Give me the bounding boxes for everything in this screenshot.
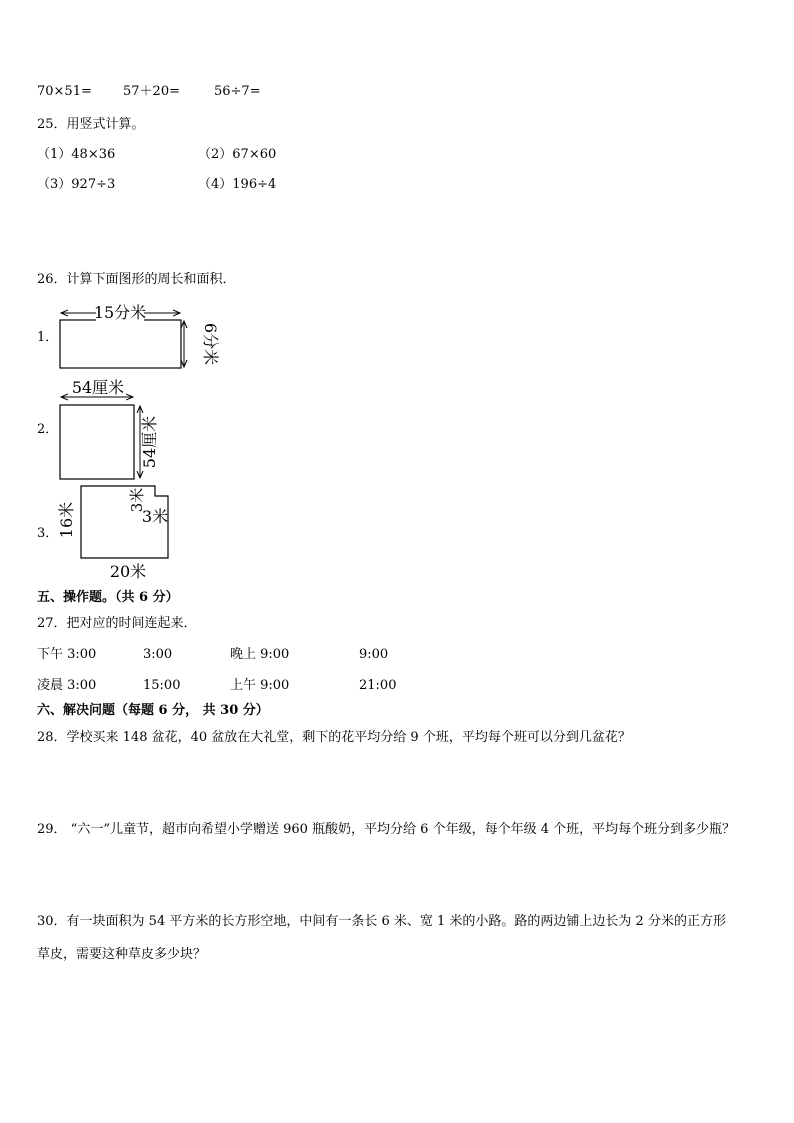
q25-title: 25．用竖式计算。 [37, 117, 145, 132]
fig2-square [60, 405, 134, 479]
section6-title: 六、解决问题（每题 6 分， 共 30 分） [37, 703, 269, 718]
q27-r1c3: 晚上 9:00 [230, 647, 290, 662]
q27-r1c1: 下午 3:00 [37, 647, 97, 662]
q25-item-1: （1）48×36 [37, 147, 116, 162]
q25-item-2: （2）67×60 [198, 147, 277, 162]
fig3-left-label: 16米 [57, 501, 76, 539]
q27-r1c4: 9:00 [359, 647, 389, 662]
q27-title: 27．把对应的时间连起来． [37, 616, 197, 631]
q25-item-3: （3）927÷3 [37, 177, 116, 192]
q26-title: 26．计算下面图形的周长和面积． [37, 272, 236, 287]
section5-title: 五、操作题。（共 6 分） [37, 590, 179, 605]
calc-56div7: 56÷7= [214, 84, 261, 99]
fig2-label: 2． [37, 422, 59, 437]
fig3-notch-height-label: 3米 [128, 487, 146, 513]
q30-line2: 草皮，需要这种草皮多少块？ [37, 947, 207, 962]
q27-r2c4: 21:00 [359, 678, 397, 693]
fig1-width-label: 15分米 [93, 303, 147, 322]
fig1-rectangle [60, 320, 181, 368]
calc-57plus20: 57＋20= [123, 84, 180, 99]
q28-text: 28．学校买来 148 盆花，40 盆放在大礼堂，剩下的花平均分给 9 个班，平均每个班可以分到几盆花？ [37, 730, 631, 745]
q29-text: 29． “六一”儿童节，超市向希望小学赠送 960 瓶酸奶，平均分给 6 个年级，每个年级 4 个班，平均每个班分到多少瓶？ [37, 822, 736, 837]
q27-r2c2: 15:00 [143, 678, 181, 693]
fig3-bottom-label: 20米 [109, 562, 147, 581]
fig2-height-label: 54厘米 [140, 415, 159, 469]
calc-70x51: 70×51= [37, 84, 92, 99]
fig2-width-label: 54厘米 [71, 378, 125, 397]
fig3-notch-width-label: 3米 [141, 507, 169, 526]
fig1-height-label: 6分米 [201, 322, 220, 366]
q25-item-4: （4）196÷4 [198, 177, 277, 192]
q27-r2c3: 上午 9:00 [230, 678, 290, 693]
q27-r2c1: 凌晨 3:00 [37, 678, 97, 693]
q27-r1c2: 3:00 [143, 647, 173, 662]
fig3-label: 3． [37, 526, 59, 541]
fig1-label: 1． [37, 330, 59, 345]
q30-line1: 30．有一块面积为 54 平方米的长方形空地，中间有一条长 6 米、宽 1 米的小路。路的两边铺上边长为 2 分米的正方形 [37, 914, 726, 929]
